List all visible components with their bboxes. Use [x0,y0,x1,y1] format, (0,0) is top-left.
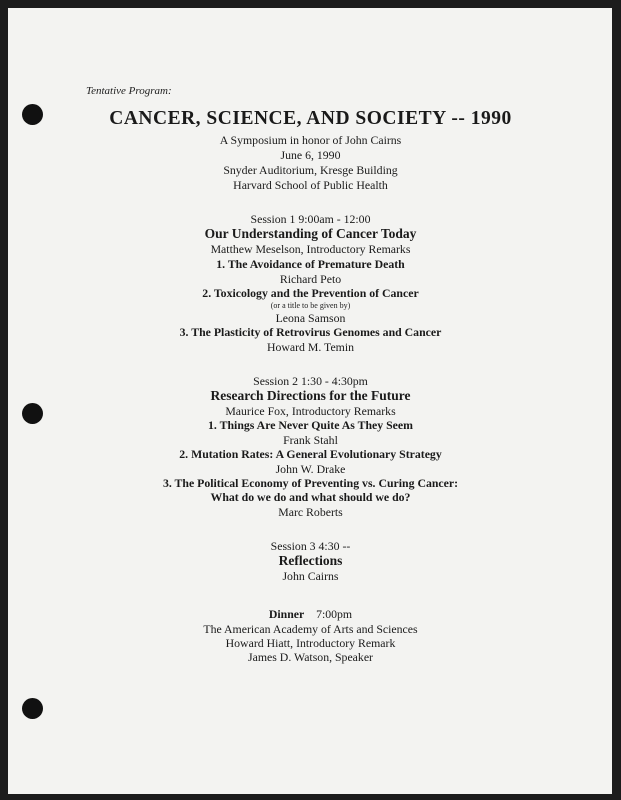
session1-speaker2: Leona Samson [275,311,346,325]
session1-speaker1: Richard Peto [279,272,342,286]
session2-title: Research Directions for the Future [210,388,411,403]
dinner-venue: The American Academy of Arts and Sciences [203,622,418,636]
dinner-label: Dinner [268,607,305,621]
session2-talk3-line2: What do we do and what should we do? [210,490,411,504]
session2-talk1: 1. Things Are Never Quite As They Seem [208,418,413,432]
dinner-time: 7:00pm [316,607,353,621]
session1-talk2: 2. Toxicology and the Prevention of Cancer [202,286,419,300]
header-line: Snyder Auditorium, Kresge Building [223,163,398,177]
session1-talk1: 1. The Avoidance of Premature Death [216,257,405,271]
session3-speaker: John Cairns [282,569,339,583]
session2-speaker1: Frank Stahl [283,433,338,447]
dinner-intro: Howard Hiatt, Introductory Remark [225,636,396,650]
session1-title: Our Understanding of Cancer Today [204,226,417,241]
header-line: Harvard School of Public Health [233,178,388,192]
session2-speaker2: John W. Drake [275,462,346,476]
session1-intro: Matthew Meselson, Introductory Remarks [210,242,411,256]
header-line: A Symposium in honor of John Cairns [219,133,402,147]
session3-title: Reflections [278,553,343,568]
session2-intro: Maurice Fox, Introductory Remarks [225,404,396,418]
session3-time: Session 3 4:30 -- [270,539,351,553]
header-line: June 6, 1990 [280,148,341,162]
session1-talk2-note: (or a title to be given by) [270,301,351,310]
tentative-label: Tentative Program: [86,85,172,97]
session1-speaker3: Howard M. Temin [266,340,355,354]
session1-talk3: 3. The Plasticity of Retrovirus Genomes and Cancer [179,325,442,339]
session2-speaker3: Marc Roberts [278,505,343,519]
session2-time: Session 2 1:30 - 4:30pm [253,374,368,388]
dinner-speaker: James D. Watson, Speaker [248,650,373,664]
session2-talk3: 3. The Political Economy of Preventing vs. Curing Cancer: [162,476,459,490]
dinner-line [0,607,621,622]
punch-hole [22,698,43,719]
program-title: CANCER, SCIENCE, AND SOCIETY -- 1990 [109,108,512,129]
session1-time: Session 1 9:00am - 12:00 [250,212,371,226]
session2-talk2: 2. Mutation Rates: A General Evolutionary Strategy [179,447,442,461]
